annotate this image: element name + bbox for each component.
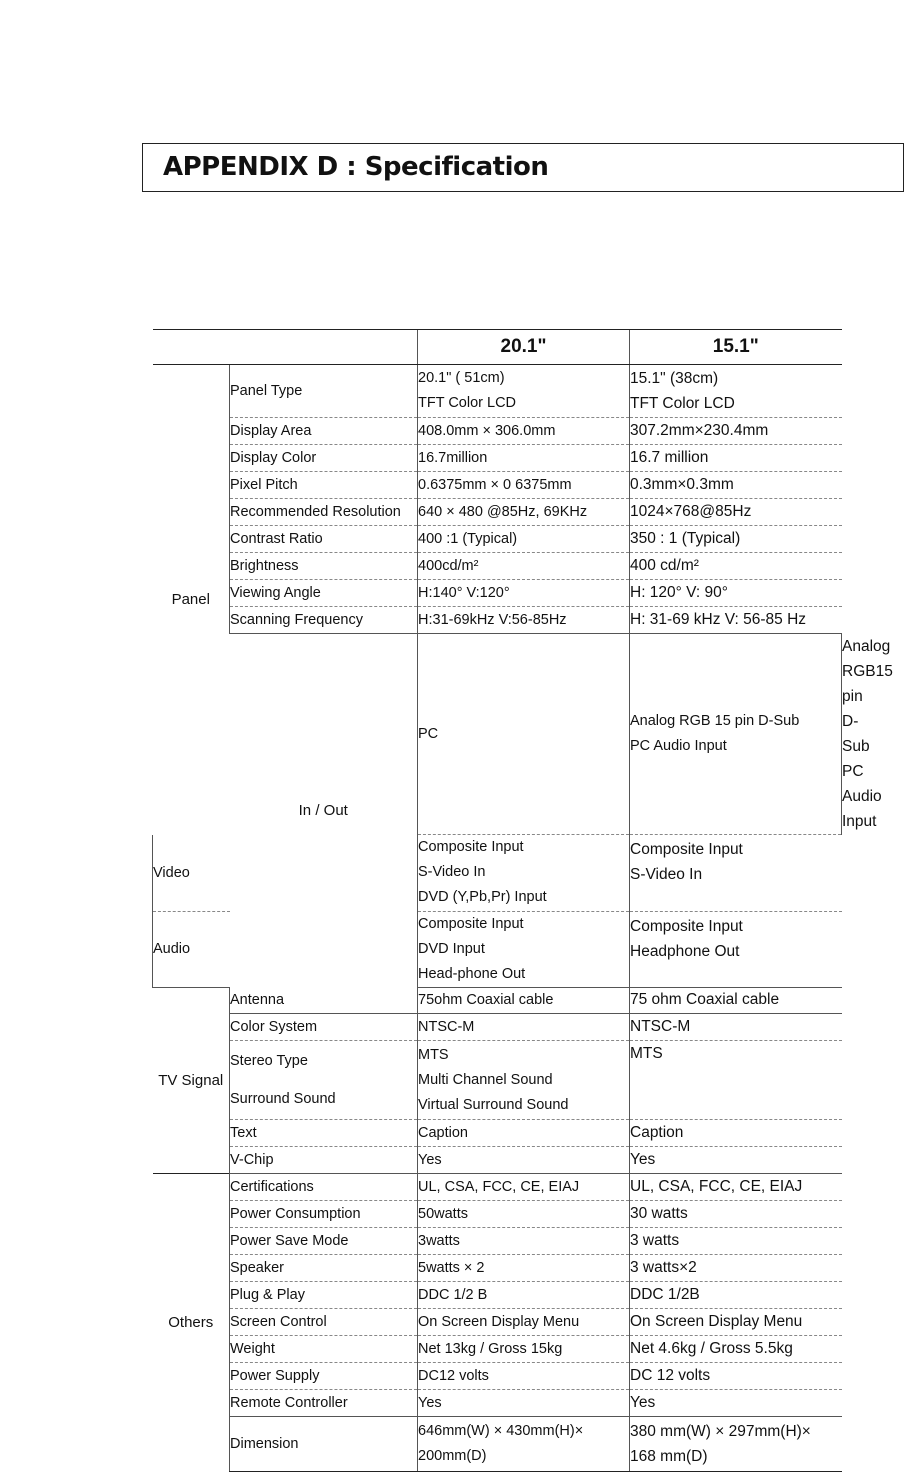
value-15-power-supply: DC 12 volts bbox=[630, 1363, 842, 1390]
value-20-display-area: 408.0mm × 306.0mm bbox=[418, 418, 630, 445]
value-20-weight: Net 13kg / Gross 15kg bbox=[418, 1336, 630, 1363]
value-15-viewing-angle: H: 120° V: 90° bbox=[630, 580, 842, 607]
value-15-contrast: 350 : 1 (Typical) bbox=[630, 526, 842, 553]
value-20-contrast: 400 :1 (Typical) bbox=[418, 526, 630, 553]
value-20-dimension bbox=[418, 1417, 630, 1472]
value-15-pixel-pitch: 0.3mm×0.3mm bbox=[630, 472, 842, 499]
value-line: Headphone Out bbox=[630, 942, 740, 960]
value-line: Virtual Surround Sound bbox=[418, 1096, 569, 1113]
value-15-screen-control: On Screen Display Menu bbox=[630, 1309, 842, 1336]
value-20-viewing-angle: H:140° V:120° bbox=[418, 580, 630, 607]
value-20-stereo bbox=[418, 1041, 630, 1120]
group-panel: Panel bbox=[153, 365, 230, 835]
row-label-certifications: Certifications bbox=[230, 1174, 418, 1201]
row-label-pc: PC bbox=[418, 634, 630, 835]
value-line: 168 mm(D) bbox=[630, 1448, 708, 1465]
value-15-certifications: UL, CSA, FCC, CE, EIAJ bbox=[630, 1174, 842, 1201]
row-label-video: Video bbox=[153, 835, 230, 912]
group-others: Others bbox=[153, 1174, 230, 1472]
value-line: 646mm(W) × 430mm(H)× bbox=[418, 1423, 584, 1439]
value-line: DVD (Y,Pb,Pr) Input bbox=[418, 889, 547, 906]
value-20-antenna: 75ohm Coaxial cable bbox=[418, 987, 630, 1014]
value-20-text: Caption bbox=[418, 1120, 630, 1147]
value-20-audio bbox=[418, 911, 630, 987]
value-20-certifications: UL, CSA, FCC, CE, EIAJ bbox=[418, 1174, 630, 1201]
value-line: Composite Input bbox=[630, 917, 743, 935]
value-20-power-save: 3watts bbox=[418, 1228, 630, 1255]
value-15-display-color: 16.7 million bbox=[630, 445, 842, 472]
value-15-brightness: 400 cd/m² bbox=[630, 553, 842, 580]
row-label-brightness: Brightness bbox=[230, 553, 418, 580]
value-15-audio bbox=[630, 911, 842, 987]
value-20-plug-play: DDC 1/2 B bbox=[418, 1282, 630, 1309]
group-tv-signal: TV Signal bbox=[158, 1071, 224, 1089]
value-15-color-system: NTSC-M bbox=[630, 1014, 842, 1041]
header-blank bbox=[153, 330, 418, 365]
row-label-resolution: Recommended Resolution bbox=[230, 499, 418, 526]
value-line: Multi Channel Sound bbox=[418, 1071, 553, 1088]
value-line: 380 mm(W) × 297mm(H)× bbox=[630, 1423, 811, 1440]
value-line: TFT Color LCD bbox=[630, 395, 735, 412]
row-label-display-area: Display Area bbox=[230, 418, 418, 445]
row-label-panel-type: Panel Type bbox=[230, 365, 418, 418]
value-line: Composite Input bbox=[418, 915, 524, 932]
value-line: MTS bbox=[418, 1046, 449, 1063]
value-20-pc bbox=[630, 634, 842, 835]
row-label-power-supply: Power Supply bbox=[230, 1363, 418, 1390]
row-label-weight: Weight bbox=[230, 1336, 418, 1363]
value-15-antenna: 75 ohm Coaxial cable bbox=[630, 987, 842, 1014]
value-line: DVD Input bbox=[418, 940, 485, 957]
row-label-audio: Audio bbox=[153, 911, 230, 987]
value-15-dimension bbox=[630, 1417, 842, 1472]
row-label-display-color: Display Color bbox=[230, 445, 418, 472]
row-label-power-save: Power Save Mode bbox=[230, 1228, 418, 1255]
value-15-weight: Net 4.6kg / Gross 5.5kg bbox=[630, 1336, 842, 1363]
value-line: Analog RGB 15 pin D-Sub bbox=[630, 713, 800, 729]
value-20-display-color: 16.7million bbox=[418, 445, 630, 472]
value-20-brightness: 400cd/m² bbox=[418, 553, 630, 580]
value-15-scanning: H: 31-69 kHz V: 56-85 Hz bbox=[630, 607, 842, 634]
row-label-color-system: Color System bbox=[230, 1014, 418, 1041]
value-20-power-supply: DC12 volts bbox=[418, 1363, 630, 1390]
value-line: S-Video In bbox=[630, 866, 703, 883]
value-15-power-consumption: 30 watts bbox=[630, 1201, 842, 1228]
value-15-video bbox=[630, 835, 842, 912]
value-15-text: Caption bbox=[630, 1120, 842, 1147]
header-15-1: 15.1" bbox=[630, 330, 842, 365]
value-15-plug-play: DDC 1/2B bbox=[630, 1282, 842, 1309]
row-label-dimension: Dimension bbox=[230, 1417, 418, 1472]
value-15-remote: Yes bbox=[630, 1390, 842, 1417]
value-20-vchip: Yes bbox=[418, 1147, 630, 1174]
value-line: Head-phone Out bbox=[418, 965, 526, 982]
value-line: TFT Color LCD bbox=[418, 395, 517, 411]
row-label-antenna: Antenna bbox=[230, 987, 418, 1014]
value-line: 20.1" ( 51cm) bbox=[418, 370, 505, 386]
row-label-viewing-angle: Viewing Angle bbox=[230, 580, 418, 607]
value-20-scanning: H:31-69kHz V:56-85Hz bbox=[418, 607, 630, 634]
row-label-vchip: V-Chip bbox=[230, 1147, 418, 1174]
value-15-resolution: 1024×768@85Hz bbox=[630, 499, 842, 526]
value-20-power-consumption: 50watts bbox=[418, 1201, 630, 1228]
spec-table: 20.1" 15.1" Panel Panel Type 20.1" ( 51cm) TFT Color LCD 15.1" (38cm) TFT Color LCD Display Area 408.0mm × 306.0mm 307.2mm×230.4mm Display Color 16.7million 16.7 million Pixel Pitch 0.6375mm × 0 6375mm 0.3mm×0.3mm Recommended Resolution 640 × 480 @85Hz, 69KHz 1024×768@85Hz Contrast Ratio 400 :1 (Typical) 350 : 1 (Typical) Brightness 400cd/m² 400 cd/m² Viewing Angle H:140° V:120° H: 120° V: 90° Scanning Frequency H:31-69kHz V:56-85Hz H: 31-69 kHz V: 56-85 Hz In / Out PC Analog RGB 15 pin D-Sub PC Audio Input Analog RGB15 pin D-Sub PC Audio Input Video Composite Input S-Video In DVD (Y,Pb,Pr) Input Composite Input S-Video In Audio Composite Input DVD Input Head-phone Out Composite Input Headphone Out TV Signal Antenna 75ohm Coaxial cable 75 ohm Coaxial cable Color System NTSC-M NTSC-M Stereo Type Surround Sound MTS Multi Channel Sound Virtual Surround Sound MTS Text Caption Caption V-Chip Yes Yes Others Certifications UL, CSA, FCC, CE, EIAJ UL, CSA, FCC, CE, EIAJ Power Consumption 50watts 30 watts Power Save Mode 3watts 3 watts Speaker 5watts × 2 3 watts×2 Plug & Play DDC 1/2 B DDC 1/2B Screen Control On Screen Display Menu On Screen Display Menu Weight Net 13kg / Gross 15kg Net 4.6kg / Gross 5.5kg Power Supply DC12 volts DC 12 volts Remote Controller Yes Yes Dimension 646mm(W) × 430mm(H)× 200mm(D) 380 mm(W) × 297mm(H)× 168 mm(D) bbox=[152, 329, 842, 1472]
value-15-vchip: Yes bbox=[630, 1147, 842, 1174]
value-15-stereo: MTS bbox=[630, 1041, 842, 1120]
value-15-display-area: 307.2mm×230.4mm bbox=[630, 418, 842, 445]
value-line: PC Audio Input bbox=[630, 738, 727, 754]
value-line: Composite Input bbox=[418, 839, 524, 856]
row-label-remote: Remote Controller bbox=[230, 1390, 418, 1417]
value-20-remote: Yes bbox=[418, 1390, 630, 1417]
row-label-speaker: Speaker bbox=[230, 1255, 418, 1282]
title-box bbox=[142, 143, 904, 192]
value-15-panel-type bbox=[630, 365, 842, 418]
value-20-pixel-pitch: 0.6375mm × 0 6375mm bbox=[418, 472, 630, 499]
row-label-surround: Surround Sound bbox=[230, 1091, 336, 1107]
row-label-power-consumption: Power Consumption bbox=[230, 1201, 418, 1228]
value-line: 200mm(D) bbox=[418, 1448, 487, 1464]
value-line: S-Video In bbox=[418, 864, 486, 881]
page-title: APPENDIX D : Specification bbox=[163, 152, 549, 182]
value-20-screen-control: On Screen Display Menu bbox=[418, 1309, 630, 1336]
row-label-stereo: Stereo Type bbox=[230, 1053, 308, 1069]
header-20-1: 20.1" bbox=[418, 330, 630, 365]
row-label-contrast: Contrast Ratio bbox=[230, 526, 418, 553]
row-label-text: Text bbox=[230, 1120, 418, 1147]
value-20-resolution: 640 × 480 @85Hz, 69KHz bbox=[418, 499, 630, 526]
value-line: Composite Input bbox=[630, 841, 743, 858]
group-inout: In / Out bbox=[230, 634, 418, 988]
value-20-panel-type bbox=[418, 365, 630, 418]
value-line: 15.1" (38cm) bbox=[630, 370, 719, 387]
row-label-scanning: Scanning Frequency bbox=[230, 607, 418, 634]
row-label-pixel-pitch: Pixel Pitch bbox=[230, 472, 418, 499]
value-20-video bbox=[418, 835, 630, 912]
row-label-screen-control: Screen Control bbox=[230, 1309, 418, 1336]
row-label-plug-play: Plug & Play bbox=[230, 1282, 418, 1309]
row-label-stereo-surround bbox=[230, 1041, 418, 1120]
value-20-color-system: NTSC-M bbox=[418, 1014, 630, 1041]
value-15-power-save: 3 watts bbox=[630, 1228, 842, 1255]
value-15-speaker: 3 watts×2 bbox=[630, 1255, 842, 1282]
value-20-speaker: 5watts × 2 bbox=[418, 1255, 630, 1282]
